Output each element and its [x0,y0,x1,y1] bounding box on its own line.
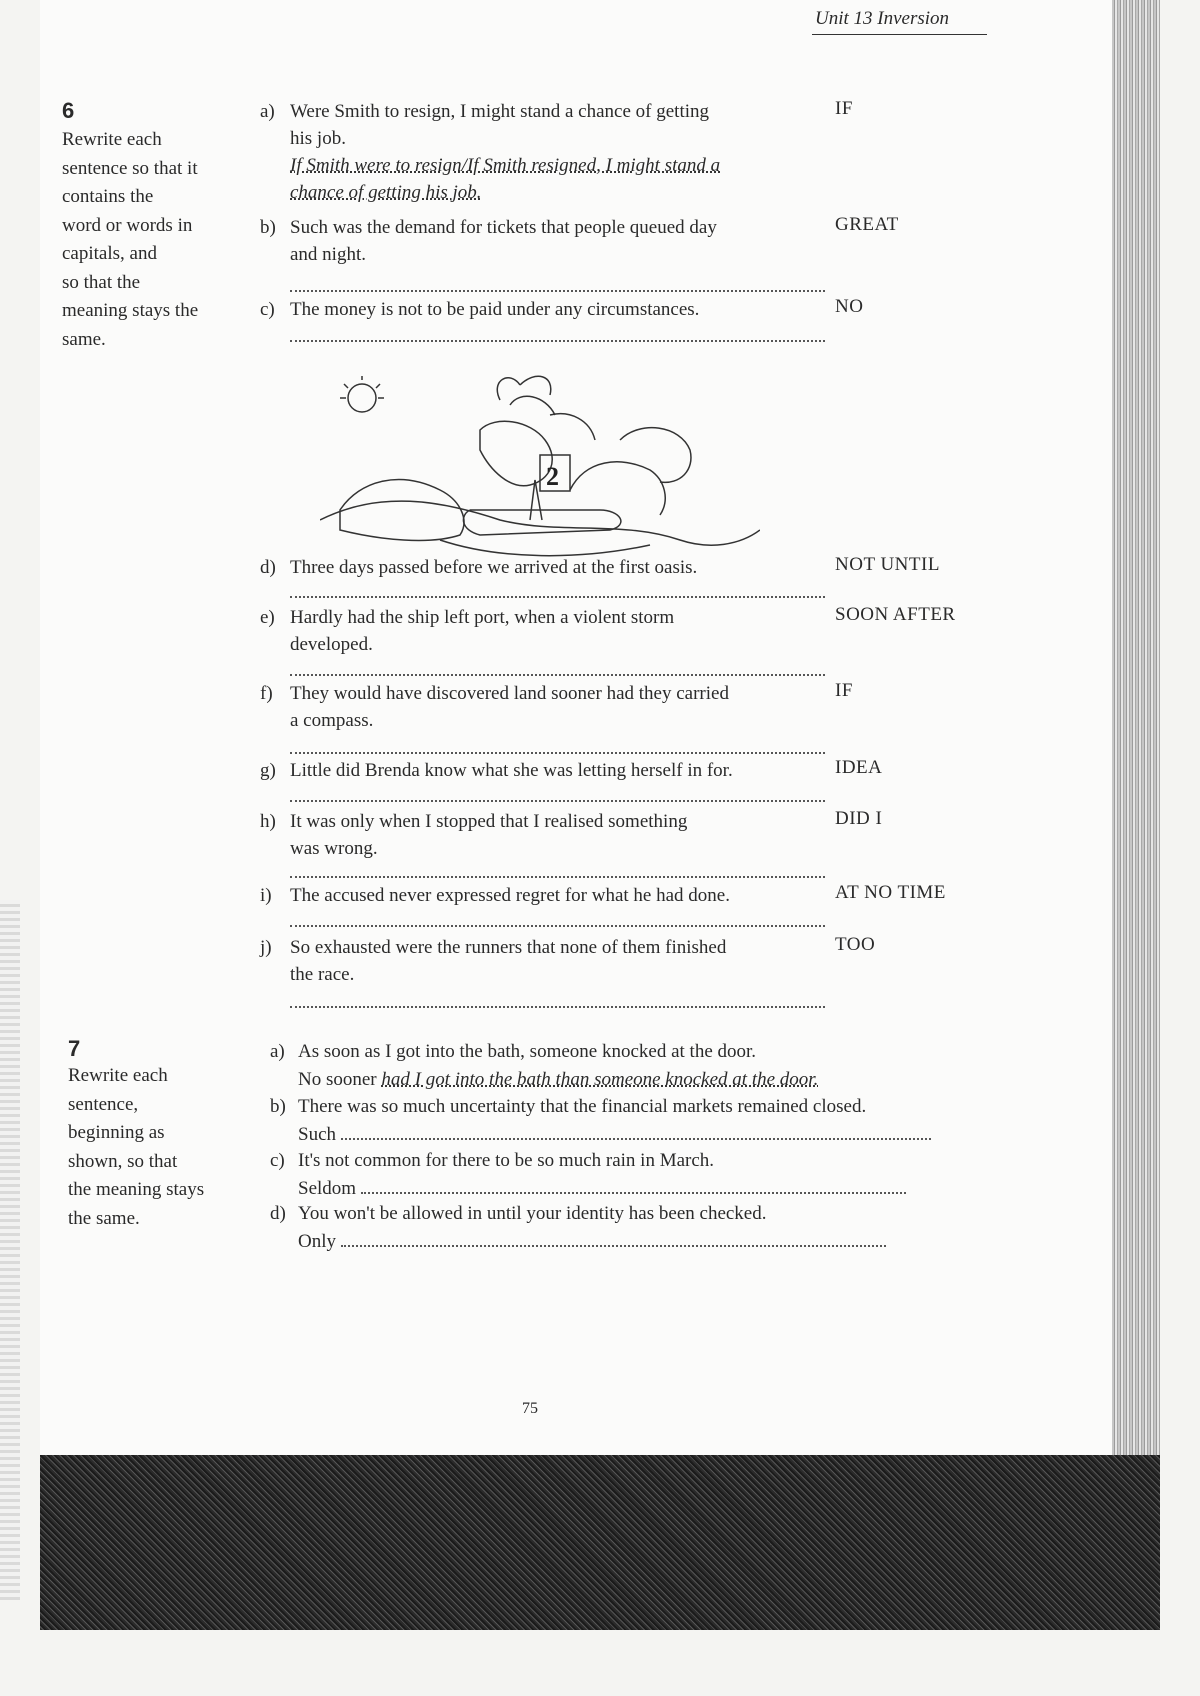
answer-dotted-line[interactable] [290,752,825,754]
keyword-6i: AT NO TIME [835,882,946,903]
answer-dotted-line[interactable] [290,876,825,878]
exercise-item-7c: c) It's not common for there to be so much rain in March. Seldom [270,1147,950,1203]
exercise-item-7a: a) As soon as I got into the bath, someone knocked at the door. No sooner had I got into the bath than someone knocked at the door. [270,1041,819,1090]
scan-edge-right [1112,0,1160,1600]
sun-icon [348,384,376,412]
running-header: Unit 13 Inversion [815,8,950,29]
milestone-label: 2 [546,462,559,491]
scan-edge-left [0,900,20,1600]
answer-line: If Smith were to resign/If Smith resigned, I might stand a [290,155,721,176]
keyword-6e: SOON AFTER [835,604,956,625]
desert-illustration [320,370,760,580]
answer-line[interactable]: had I got into the bath than someone knocked at the door. [381,1069,819,1090]
keyword-6b: GREAT [835,214,899,235]
answer-dotted-line[interactable] [341,1229,886,1247]
scan-shadow-bottom [40,1455,1160,1630]
exercise-item-6b: b) Such was the demand for tickets that people queued day and night. [260,217,717,265]
answer-dotted-line[interactable] [290,674,825,676]
keyword-6j: TOO [835,934,876,955]
exercise-item-6a: a) Were Smith to resign, I might stand a chance of getting his job. If Smith were to resign/If Smith resigned, I might stand a chance of getting his job. [260,98,820,206]
section-6-number: 6 [62,98,75,123]
answer-dotted-line[interactable] [290,340,825,342]
exercise-item-6f: f) They would have discovered land sooner had they carried a compass. [260,683,729,731]
answer-dotted-line[interactable] [290,800,825,802]
answer-dotted-line[interactable] [290,596,825,598]
section-7-number: 7 [68,1036,81,1061]
keyword-6g: IDEA [835,757,883,778]
keyword-6d: NOT UNTIL [835,554,940,575]
keyword-6a: IF [835,98,853,119]
answer-dotted-line[interactable] [290,925,825,927]
answer-dotted-line[interactable] [341,1122,931,1140]
answer-dotted-line[interactable] [361,1176,906,1194]
page-number: 75 [522,1400,538,1417]
exercise-item-7b: b) There was so much uncertainty that the financial markets remained closed. Such [270,1093,950,1149]
section-6-instruction: Rewrite each sentence so that it contains the word or words in capitals, and so that the meaning stays the same. [62,129,199,350]
exercise-item-7d: d) You won't be allowed in until your identity has been checked. Only [270,1200,950,1256]
exercise-item-6i: i) The accused never expressed regret for what he had done. [260,885,730,906]
exercise-item-6c: c) The money is not to be paid under any circumstances. [260,299,700,320]
exercise-item-6g: g) Little did Brenda know what she was letting herself in for. [260,760,733,781]
section-7-instruction: Rewrite each sentence, beginning as shown, so that the meaning stays the same. [68,1065,205,1229]
exercise-item-6d: d) Three days passed before we arrived at the first oasis. [260,557,698,578]
answer-dotted-line[interactable] [290,1006,825,1008]
exercise-item-6e: e) Hardly had the ship left port, when a violent storm developed. [260,607,675,655]
answer-dotted-line[interactable] [290,290,825,292]
keyword-6h: DID I [835,808,883,829]
keyword-6f: IF [835,680,853,701]
exercise-item-6h: h) It was only when I stopped that I realised something was wrong. [260,811,688,859]
header-rule [812,34,987,35]
exercise-item-6j: j) So exhausted were the runners that none of them finished the race. [260,937,727,985]
answer-line: chance of getting his job. [290,182,482,203]
keyword-6c: NO [835,296,864,317]
